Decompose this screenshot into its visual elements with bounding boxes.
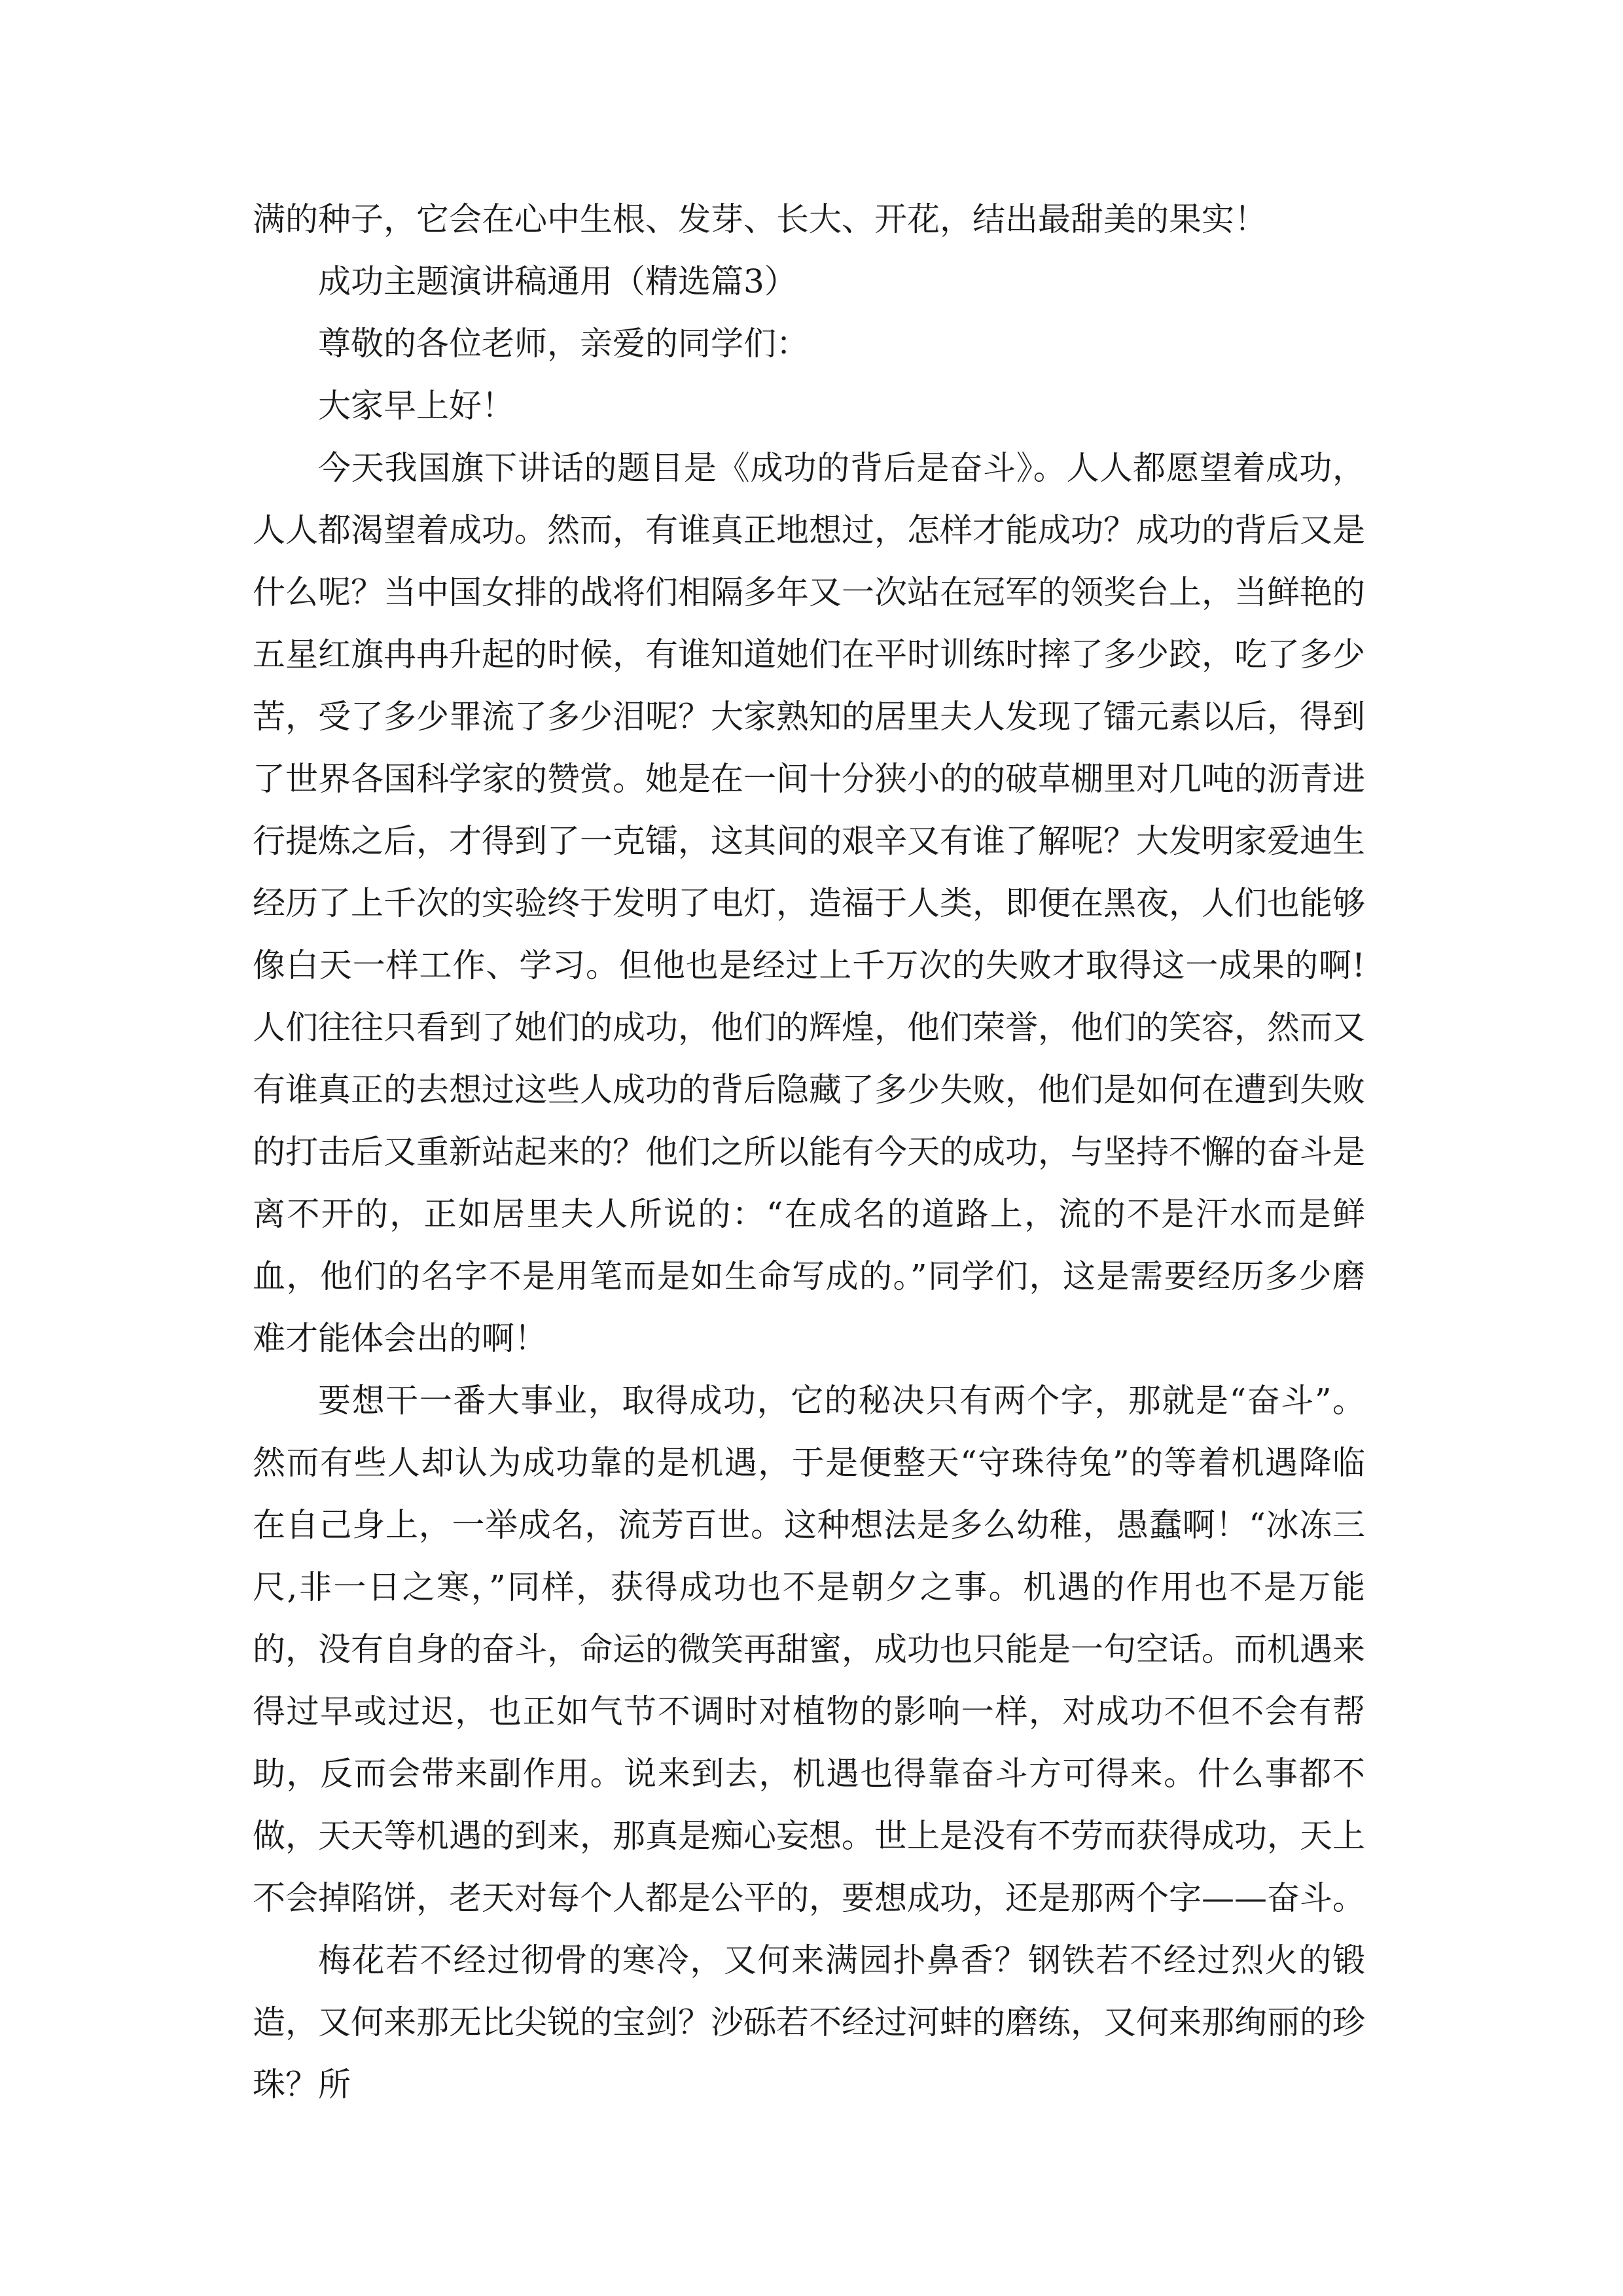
paragraph-body-3: 梅花若不经过彻骨的寒冷，又何来满园扑鼻香？钢铁若不经过烈火的锻造，又何来那无比尖锐的宝剑？沙砾若不经过河蚌的磨练，又何来那绚丽的珍珠？所 [253, 1941, 1365, 2104]
greeting: 大家早上好！ [318, 387, 514, 425]
paragraph-body-2: 要想干一番大事业，取得成功，它的秘决只有两个字，那就是“奋斗”。然而有些人却认为成功靠的是机遇，于是便整天“守珠待兔”的等着机遇降临在自己身上，一举成名，流芳百世。这种想法是多么幼稚，愚蠢啊！“冰冻三尺,非一日之寒，”同样，获得成功也不是朝夕之事。机遇的作用也不是万能的，没有自身的奋斗，命运的微笑再甜蜜，成功也只能是一句空话。而机遇来得过早或过迟，也正如气节不调时对植物的影响一样，对成功不但不会有帮助，反而会带来副作用。说来到去，机遇也得靠奋斗方可得来。什么事都不做，天天等机遇的到来，那真是痴心妄想。世上是没有不劳而获得成功，天上不会掉陷饼，老天对每个人都是公平的，要想成功，还是那两个字——奋斗。 [253, 1382, 1365, 1917]
paragraph-continuation: 满的种子，它会在心中生根、发芽、长大、开花，结出最甜美的果实！ [253, 200, 1267, 238]
salutation: 尊敬的各位老师，亲爱的同学们： [318, 325, 809, 363]
document-body [253, 188, 1365, 2116]
paragraph-body-1: 今天我国旗下讲话的题目是《成功的背后是奋斗》。人人都愿望着成功，人人都渴望着成功。然而，有谁真正地想过，怎样才能成功？成功的背后又是什么呢？当中国女排的战将们相隔多年又一次站在冠军的领奖台上，当鲜艳的五星红旗冉冉升起的时候，有谁知道她们在平时训练时摔了多少跤，吃了多少苦，受了多少罪流了多少泪呢？大家熟知的居里夫人发现了镭元素以后，得到了世界各国科学家的赞赏。她是在一间十分狭小的的破草棚里对几吨的沥青进行提炼之后，才得到了一克镭，这其间的艰辛又有谁了解呢？大发明家爱迪生经历了上千次的实验终于发明了电灯，造福于人类，即便在黑夜，人们也能够像白天一样工作、学习。但他也是经过上千万次的失败才取得这一成果的啊!人们往往只看到了她们的成功，他们的辉煌，他们荣誉，他们的笑容，然而又有谁真正的去想过这些人成功的背后隐藏了多少失败，他们是如何在遭到失败的打击后又重新站起来的？他们之所以能有今天的成功，与坚持不懈的奋斗是离不开的，正如居里夫人所说的：“在成名的道路上，流的不是汗水而是鲜血，他们的名字不是用笔而是如生命写成的。”同学们，这是需要经历多少磨难才能体会出的啊！ [253, 449, 1365, 1357]
section-title: 成功主题演讲稿通用（精选篇3） [318, 262, 797, 300]
